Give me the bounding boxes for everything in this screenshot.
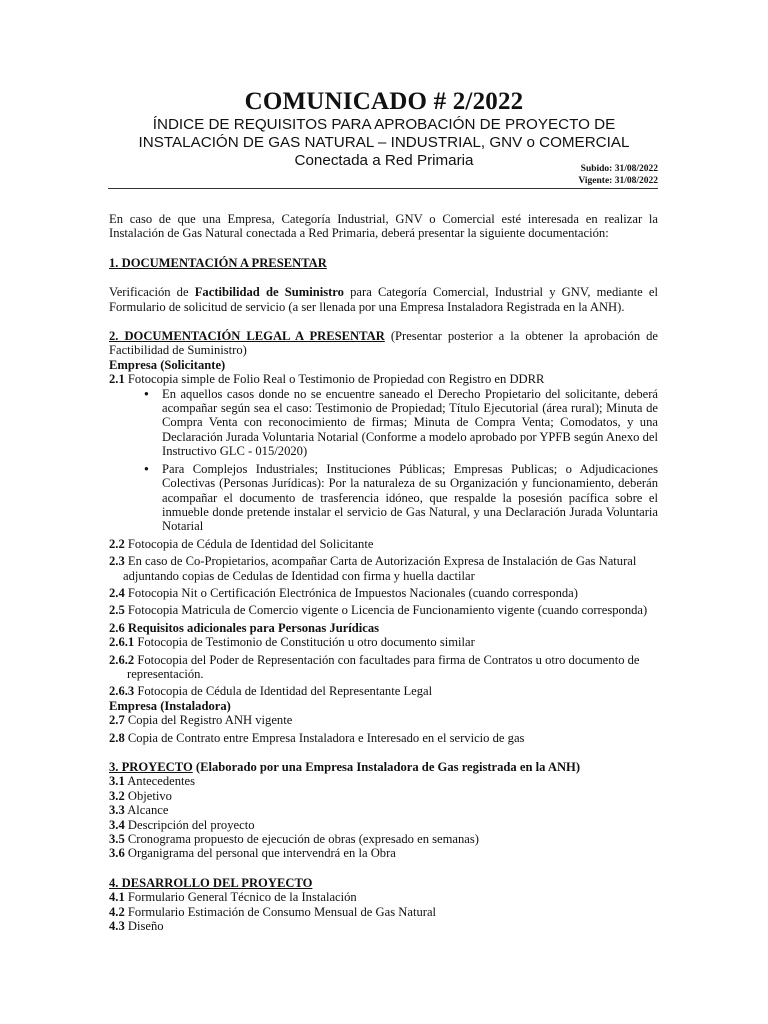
item-text: Antecedentes — [124, 774, 196, 789]
list-item — [109, 774, 658, 788]
list-item — [109, 789, 658, 803]
subtitle-line-2: INSTALACIÓN DE GAS NATURAL – INDUSTRIAL, GNV o COMERCIAL — [138, 134, 630, 151]
list-item — [109, 653, 658, 682]
item-number: 3.6 — [109, 846, 125, 861]
section-1-heading: 1. DOCUMENTACIÓN A PRESENTAR — [109, 255, 327, 270]
item-number: 3.4 — [109, 817, 125, 832]
item-text: Fotocopia de Cédula de Identidad del Solicitante — [124, 536, 374, 551]
list-item — [109, 919, 658, 933]
item-number: 2.6.1 — [109, 635, 135, 650]
list-item — [109, 905, 658, 919]
item-number: 2.1 — [109, 372, 125, 387]
item-text: Descripción del proyecto — [124, 817, 255, 832]
item-number: 3.2 — [109, 788, 125, 803]
section-1-text-post: para Categoría Comercial, Industrial y GNV, mediante el Formulario de solicitud de servicio (a ser llenada por una Empresa Instaladora Registrada en la ANH). — [109, 285, 659, 314]
item-number: 4.2 — [109, 904, 125, 919]
item-number: 2.5 — [109, 603, 125, 618]
item-text: Diseño — [124, 919, 164, 934]
item-number: 3.3 — [109, 803, 125, 818]
header-divider — [108, 188, 658, 189]
item-number: 2.2 — [109, 536, 125, 551]
list-item — [109, 818, 658, 832]
document-title: COMUNICADO # 2/2022 — [244, 88, 524, 115]
item-number: 2.3 — [109, 554, 125, 569]
section-2-heading: 2. DOCUMENTACIÓN LEGAL A PRESENTAR — [109, 329, 385, 344]
section-1-text-pre: Verificación de — [109, 285, 195, 300]
document-dates — [578, 164, 658, 187]
item-text: Fotocopia de Cédula de Identidad del Representante Legal — [134, 684, 433, 699]
date-subido: Subido: 31/08/2022 — [580, 164, 658, 174]
item-number: 2.7 — [109, 713, 125, 728]
intro-paragraph: En caso de que una Empresa, Categoría Industrial, GNV o Comercial esté interesada en realizar la Instalación de Gas Natural conectada a Red Primaria, deberá presentar la siguiente documentación: — [109, 212, 658, 241]
list-item — [109, 832, 658, 846]
list-item — [109, 586, 658, 600]
document-header — [0, 88, 768, 170]
item-text: Fotocopia simple de Folio Real o Testimonio de Propiedad con Registro en DDRR — [124, 372, 545, 387]
bullet-item: ● Para Complejos Industriales; Instituciones Públicas; Empresas Publicas; o Adjudicaciones Colectivas (Personas Jurídicas): Por la naturaleza de su Organización y funcionamiento, deberán acompañar el documento de trasferencia idóneo, que respalde la posesión pacífica sobre el inmueble donde pretende instalar el servicio de Gas Natural, y una Declaración Jurada Voluntaria Notarial — [162, 462, 658, 534]
list-item — [109, 890, 658, 904]
bullet-item: ● En aquellos casos donde no se encuentre saneado el Derecho Propietario del solicitante, deberá acompañar según sea el caso: Testimonio de Propiedad; Título Ejecutorial (área rural); Minuta de Compra Venta con reconocimiento de firmas; Minuta de Compra Venta; Comodatos, y una Declaración Jurada Voluntaria Notarial (Conforme a modelo aprobado por YPFB según Anexo del Instructivo GLC - 015/2020) — [162, 387, 658, 459]
list-item — [109, 537, 658, 551]
item-text: Fotocopia Matricula de Comercio vigente o Licencia de Funcionamiento vigente (cuando corresponda) — [124, 603, 648, 618]
item-number: 2.4 — [109, 585, 125, 600]
list-item — [109, 603, 658, 617]
item-number: 3.5 — [109, 832, 125, 847]
subtitle-line-1: ÍNDICE DE REQUISITOS PARA APROBACIÓN DE PROYECTO DE — [152, 116, 616, 133]
list-item — [109, 803, 658, 817]
item-text: En caso de Co-Propietarios, acompañar Carta de Autorización Expresa de Instalación de Gas Natural adjuntando copias de Cedulas de Identidad con firma y huella dactilar — [123, 554, 637, 583]
section-1-text-bold: Factibilidad de Suministro — [194, 285, 344, 300]
item-text: Formulario Estimación de Consumo Mensual de Gas Natural — [124, 904, 437, 919]
subtitle-line-3: Conectada a Red Primaria — [294, 152, 474, 169]
bullet-list — [109, 387, 658, 534]
item-text: Cronograma propuesto de ejecución de obras (expresado en semanas) — [124, 832, 479, 847]
section-2-heading-line — [109, 329, 658, 358]
list-item — [109, 635, 658, 649]
subheading-instaladora: Empresa (Instaladora) — [109, 698, 231, 713]
list-item — [109, 684, 658, 698]
item-text: Alcance — [124, 803, 169, 818]
item-number: 2.6.2 — [109, 652, 135, 667]
list-item — [109, 372, 658, 386]
item-text: Fotocopia Nit o Certificación Electrónica de Impuestos Nacionales (cuando corresponda) — [124, 585, 578, 600]
list-item — [109, 554, 658, 583]
item-number: 2.8 — [109, 730, 125, 745]
list-item — [109, 731, 658, 745]
section-3-heading-line — [109, 760, 658, 774]
item-text: Fotocopia de Testimonio de Constitución u otro documento similar — [134, 635, 475, 650]
subheading-solicitante: Empresa (Solicitante) — [109, 357, 226, 372]
list-item — [109, 713, 658, 727]
section-3-heading-note: (Elaborado por una Empresa Instaladora de Gas registrada en la ANH) — [192, 760, 581, 774]
subheading-personas-juridicas: 2.6 Requisitos adicionales para Personas Jurídicas — [109, 620, 380, 635]
item-text: Copia del Registro ANH vigente — [124, 713, 293, 728]
item-text: Fotocopia del Poder de Representación con facultades para firma de Contratos u otro documento de representación. — [127, 652, 640, 681]
item-number: 3.1 — [109, 774, 125, 789]
date-vigente: Vigente: 31/08/2022 — [578, 175, 658, 186]
item-text: Copia de Contrato entre Empresa Instaladora e Interesado en el servicio de gas — [124, 730, 525, 745]
section-1-paragraph — [109, 285, 658, 314]
item-number: 2.6.3 — [109, 684, 135, 699]
item-text: Objetivo — [124, 788, 172, 803]
item-number: 4.3 — [109, 919, 125, 934]
section-2-heading-note: (Presentar posterior a la obtener la aprobación de Factibilidad de Suministro) — [109, 329, 659, 358]
section-3-heading: 3. PROYECTO — [109, 760, 193, 774]
item-text: Formulario General Técnico de la Instalación — [124, 890, 357, 905]
document-body — [109, 212, 658, 933]
section-4-heading: 4. DESARROLLO DEL PROYECTO — [109, 875, 313, 890]
item-number: 4.1 — [109, 890, 125, 905]
list-item — [109, 846, 658, 860]
item-text: Organigrama del personal que intervendrá en la Obra — [124, 846, 396, 861]
